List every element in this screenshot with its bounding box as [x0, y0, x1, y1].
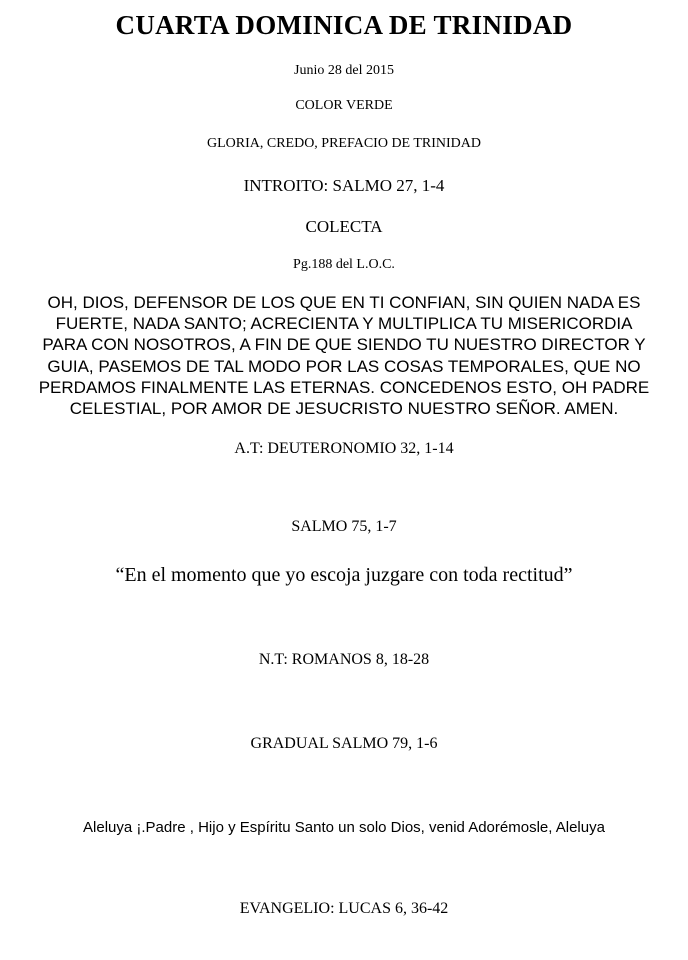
liturgical-color: COLOR VERDE	[295, 98, 393, 113]
psalm-reference: SALMO 75, 1-7	[291, 518, 397, 535]
old-testament-reading: A.T: DEUTERONOMIO 32, 1-14	[234, 440, 454, 457]
collect-line: GUIA, PASEMOS DE TAL MODO POR LAS COSAS TEMPORALES, QUE NO	[47, 356, 641, 376]
page-title: CUARTA DOMINICA DE TRINIDAD	[115, 10, 573, 40]
service-date: Junio 28 del 2015	[294, 63, 394, 78]
collect-heading: COLECTA	[305, 217, 383, 236]
collect-page-reference: Pg.188 del L.O.C.	[293, 257, 395, 272]
collect-line: PARA CON NOSOTROS, A FIN DE QUE SIENDO TU NUESTRO DIRECTOR Y	[42, 335, 646, 355]
collect-line: CELESTIAL, POR AMOR DE JESUCRISTO NUESTRO SEÑOR. AMEN.	[69, 399, 619, 419]
alleluia-verse: Aleluya ¡.Padre , Hijo y Espíritu Santo un solo Dios, venid Adorémosle, Aleluya	[83, 819, 605, 836]
liturgy-notes: GLORIA, CREDO, PREFACIO DE TRINIDAD	[206, 136, 482, 151]
collect-line: FUERTE, NADA SANTO; ACRECIENTA Y MULTIPLICA TU MISERICORDIA	[55, 314, 633, 334]
collect-prayer	[28, 292, 660, 419]
gospel-reading: EVANGELIO: LUCAS 6, 36-42	[239, 900, 449, 917]
collect-line: OH, DIOS, DEFENSOR DE LOS QUE EN TI CONFIAN, SIN QUIEN NADA ES	[47, 293, 641, 312]
gradual-reference: GRADUAL SALMO 79, 1-6	[250, 735, 438, 752]
psalm-quote: “En el momento que yo escoja juzgare con toda rectitud”	[115, 564, 573, 586]
new-testament-reading: N.T: ROMANOS 8, 18-28	[258, 651, 430, 668]
introit-reference: INTROITO: SALMO 27, 1-4	[243, 176, 445, 195]
collect-line: PERDAMOS FINALMENTE LAS ETERNAS. CONCEDENOS ESTO, OH PADRE	[38, 377, 650, 397]
